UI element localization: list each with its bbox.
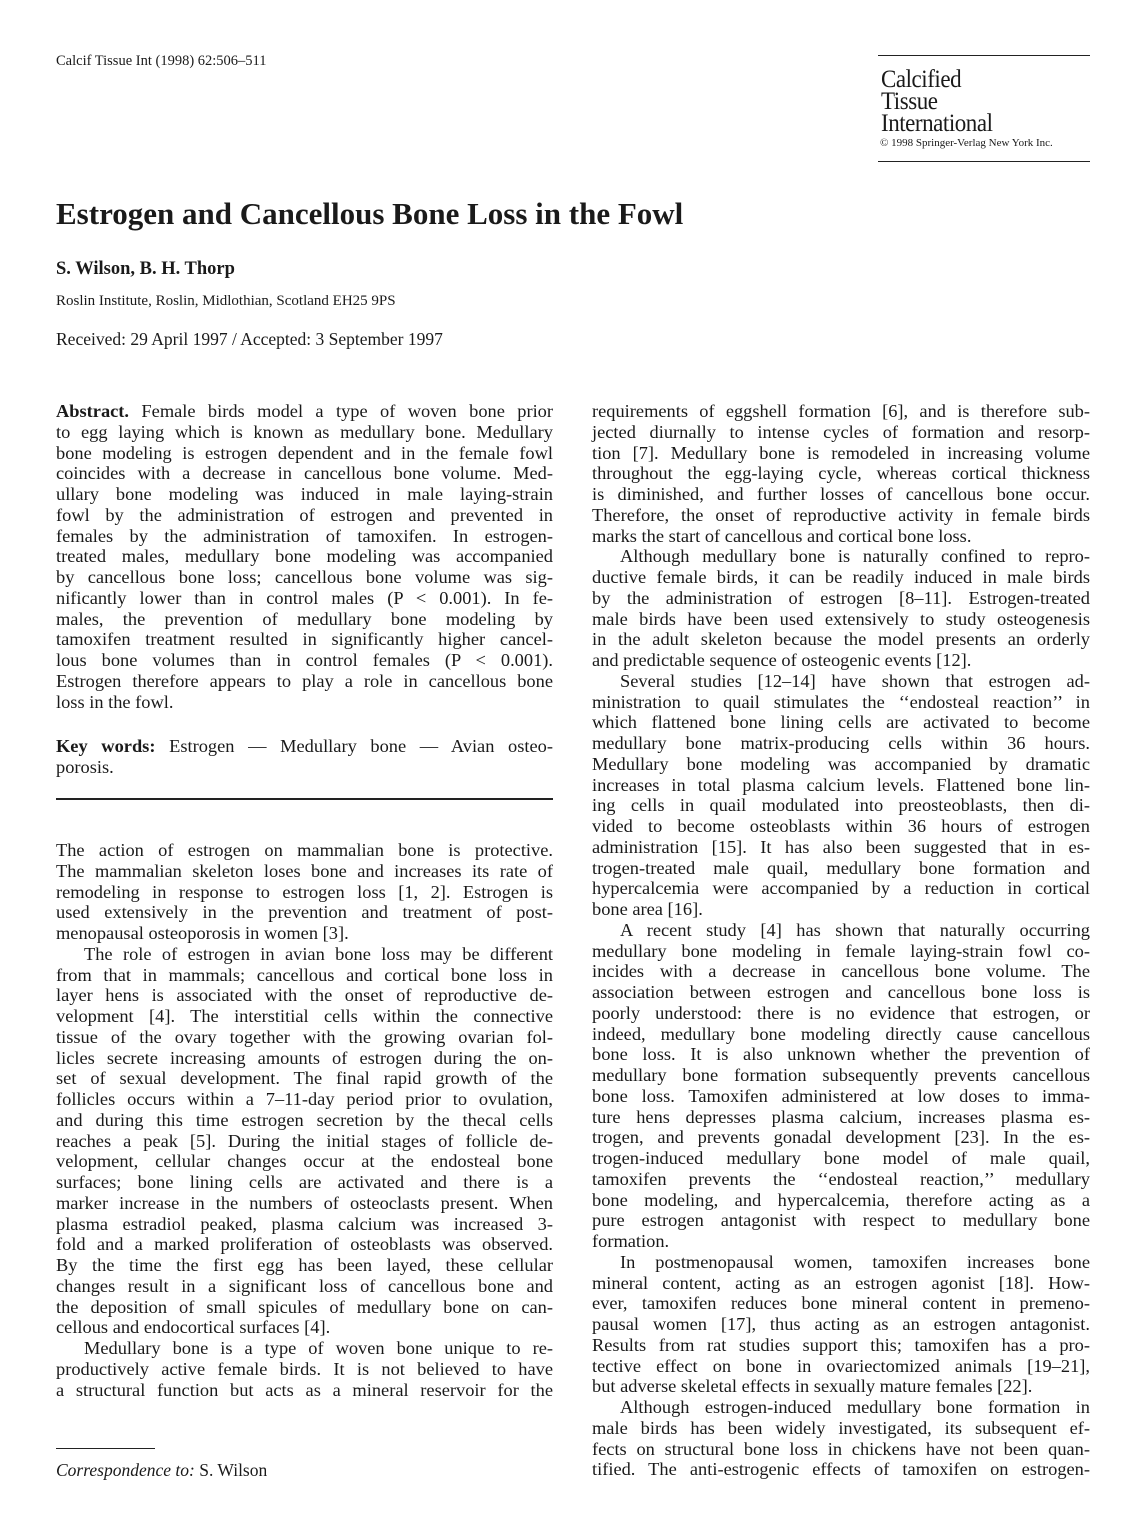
text-line: is diminished, and further losses of cancellous bone occur.	[592, 484, 1090, 504]
text-line: male birds has been widely investigated, its subsequent ef-	[592, 1417, 1090, 1438]
text-line: pausal women [17], thus acting as an estrogen antagonist.	[592, 1314, 1090, 1334]
text-line: fowl by the administration of estrogen and prevented in	[56, 504, 553, 525]
text-line: medullary bone formation subsequently prevents cancellous	[592, 1065, 1090, 1085]
text-line	[56, 401, 553, 422]
text-line: reaches a peak [5]. During the initial stages of follicle de-	[56, 1130, 553, 1151]
text-line: Although medullary bone is naturally confined to repro-	[620, 546, 1090, 567]
text-line: tective effect on bone in ovariectomized animals [19–21],	[592, 1355, 1090, 1376]
paragraph	[56, 840, 553, 944]
text-line: ullary bone modeling was induced in male laying-strain	[56, 484, 553, 504]
text-line: administration [15]. It has also been suggested that in es-	[592, 836, 1090, 857]
text-line: A recent study [4] has shown that naturally occurring	[620, 919, 1090, 940]
received-accepted-dates: Received: 29 April 1997 / Accepted: 3 September 1997	[56, 329, 443, 349]
keywords-text: Estrogen — Medullary bone — Avian osteo-	[155, 736, 553, 756]
text-line: formation.	[592, 1231, 670, 1251]
text-line: trogen, and prevents gonadal development [23]. In the es-	[592, 1127, 1090, 1148]
text-line: bone loss. It is also unknown whether the prevention of	[592, 1044, 1090, 1065]
text-line: treated males, medullary bone modeling was accompanied	[56, 546, 553, 567]
correspondence-footnote	[56, 1460, 267, 1481]
text-line: ing cells in quail modulated into preosteoblasts, then di-	[592, 795, 1090, 816]
text-line: marker increase in the numbers of osteoclasts present. When	[56, 1192, 553, 1213]
paragraph	[592, 671, 1090, 920]
text-line: ture hens depresses plasma calcium, increases plasma es-	[592, 1106, 1090, 1127]
text-line: velopment, cellular changes occur at the endosteal bone	[56, 1151, 553, 1172]
paragraph	[592, 920, 1090, 1252]
text-line: fold and a marked proliferation of osteoblasts was observed.	[56, 1234, 553, 1255]
text-line: marks the start of cancellous and cortical bone loss.	[592, 525, 972, 546]
journal-logo	[878, 55, 1090, 162]
paragraph	[592, 1397, 1090, 1480]
text-line: Medullary bone modeling was accompanied by dramatic	[592, 753, 1090, 774]
text-line: vided to become osteoblasts within 36 hours of estrogen	[592, 816, 1090, 836]
body-column-right	[592, 401, 1090, 1480]
text-line: The mammalian skeleton loses bone and increases its rate of	[56, 860, 553, 881]
text-line: but adverse skeletal effects in sexually mature females [22].	[592, 1376, 1033, 1397]
text-line: tion [7]. Medullary bone is remodeled in increasing volume	[592, 442, 1090, 463]
footnote-divider	[56, 1448, 155, 1449]
text-line: from that in mammals; cancellous and cortical bone loss in	[56, 964, 553, 985]
text-line: Estrogen therefore appears to play a role in cancellous bone	[56, 670, 553, 691]
text-line: hypercalcemia were accompanied by a reduction in cortical	[592, 878, 1090, 899]
text-line: By the time the first egg has been layed, these cellular	[56, 1255, 553, 1275]
text-line: In postmenopausal women, tamoxifen increases bone	[620, 1251, 1090, 1272]
text-line: male birds have been used extensively to study osteogenesis	[592, 608, 1090, 629]
text-line: ductive female birds, it can be readily induced in male birds	[592, 567, 1090, 587]
text-line: velopment [4]. The interstitial cells within the connective	[56, 1006, 553, 1026]
text-line: lous bone volumes than in control females (P < 0.001).	[56, 650, 553, 670]
text-line: bone modeling is estrogen dependent and in the female fowl	[56, 442, 553, 463]
text-line: pure estrogen antagonist with respect to medullary bone	[592, 1210, 1090, 1231]
text-line: licles secrete increasing amounts of estrogen during the on-	[56, 1047, 553, 1068]
divider	[56, 798, 553, 800]
text-line	[56, 736, 553, 757]
text-line: ever, tamoxifen reduces bone mineral content in premeno-	[592, 1293, 1090, 1314]
text-line: association between estrogen and cancellous bone loss is	[592, 982, 1090, 1002]
text-line: Medullary bone is a type of woven bone unique to re-	[84, 1338, 553, 1358]
affiliation: Roslin Institute, Roslin, Midlothian, Scotland EH25 9PS	[56, 293, 396, 309]
text-line: layer hens is associated with the onset of reproductive de-	[56, 985, 553, 1006]
article-title: Estrogen and Cancellous Bone Loss in the Fowl	[56, 196, 684, 231]
correspondence-label: Correspondence to:	[56, 1460, 195, 1480]
text-line: medullary bone modeling in female laying-strain fowl co-	[592, 940, 1090, 961]
text-line: bone area [16].	[592, 899, 703, 919]
text-line: and predictable sequence of osteogenic events [12].	[592, 650, 972, 670]
text-line: tified. The anti-estrogenic effects of tamoxifen on estrogen-	[592, 1459, 1090, 1480]
paragraph	[592, 1252, 1090, 1397]
text-line: poorly understood: there is no evidence that estrogen, or	[592, 1002, 1090, 1023]
paragraph	[56, 944, 553, 1338]
text-line: set of sexual development. The final rapid growth of the	[56, 1068, 553, 1089]
text-line: used extensively in the prevention and treatment of post-	[56, 902, 553, 923]
text-line: bone loss. Tamoxifen administered at low doses to imma-	[592, 1085, 1090, 1106]
keywords-label: Key words:	[56, 736, 156, 756]
logo-word: International	[881, 110, 993, 137]
authors: S. Wilson, B. H. Thorp	[56, 259, 235, 279]
keywords	[56, 736, 553, 778]
logo-word: Tissue	[881, 88, 938, 115]
text-line: productively active female birds. It is not believed to have	[56, 1358, 553, 1379]
copyright: © 1998 Springer-Verlag New York Inc.	[880, 137, 1053, 149]
text-line: incides with a decrease in cancellous bone volume. The	[592, 961, 1090, 982]
text-line: Although estrogen-induced medullary bone formation in	[620, 1397, 1090, 1417]
text-line: by cancellous bone loss; cancellous bone volume was sig-	[56, 567, 553, 587]
text-line: throughout the egg-laying cycle, whereas cortical thickness	[592, 463, 1090, 484]
journal-citation: Calcif Tissue Int (1998) 62:506–511	[56, 53, 267, 69]
text-line: nificantly lower than in control males (P < 0.001). In fe-	[56, 587, 553, 608]
text-line: fects on structural bone loss in chickens have not been quan-	[592, 1438, 1090, 1459]
text-line: remodeling in response to estrogen loss [1, 2]. Estrogen is	[56, 881, 553, 902]
text-line: tamoxifen treatment resulted in significantly higher cancel-	[56, 629, 553, 650]
text-line: The action of estrogen on mammalian bone is protective.	[56, 840, 553, 860]
text-line: by the administration of estrogen [8–11]. Estrogen-treated	[592, 587, 1090, 608]
text-line: and during this time estrogen secretion by the thecal cells	[56, 1109, 553, 1130]
text-line: to egg laying which is known as medullary bone. Medullary	[56, 421, 553, 442]
text-line: bone modeling, and hypercalcemia, therefore acting as a	[592, 1189, 1090, 1210]
text-line: males, the prevention of medullary bone modeling by	[56, 608, 553, 629]
text-line: tissue of the ovary together with the growing ovarian fol-	[56, 1026, 553, 1047]
text-line: the deposition of small spicules of medullary bone on can-	[56, 1296, 553, 1317]
text-line: jected diurnally to intense cycles of formation and resorp-	[592, 421, 1090, 442]
text-line: changes result in a significant loss of cancellous bone and	[56, 1275, 553, 1296]
text-line: plasma estradiol peaked, plasma calcium was increased 3-	[56, 1213, 553, 1234]
text-line: females by the administration of tamoxifen. In estrogen-	[56, 525, 553, 546]
body-column-left	[56, 840, 553, 1400]
text-line: surfaces; bone lining cells are activated and there is a	[56, 1172, 553, 1192]
abstract-text: Female birds model a type of woven bone prior	[129, 401, 553, 421]
text-line: Several studies [12–14] have shown that estrogen ad-	[620, 670, 1090, 691]
text-line: mineral content, acting as an estrogen agonist [18]. How-	[592, 1272, 1090, 1293]
text-line: trogen-induced medullary bone model of male quail,	[592, 1148, 1090, 1168]
text-line: menopausal osteoporosis in women [3].	[56, 923, 349, 943]
text-line: cellous and endocortical surfaces [4].	[56, 1317, 331, 1338]
paragraph	[592, 546, 1090, 671]
paragraph	[56, 1338, 553, 1400]
text-line: trogen-treated male quail, medullary bone formation and	[592, 857, 1090, 878]
correspondence-name: S. Wilson	[194, 1460, 268, 1480]
text-line: coincides with a decrease in cancellous bone volume. Med-	[56, 463, 553, 484]
text-line: The role of estrogen in avian bone loss may be different	[84, 943, 553, 964]
text-line: indeed, medullary bone modeling directly cause cancellous	[592, 1023, 1090, 1044]
text-line: in the adult skeleton because the model presents an orderly	[592, 629, 1090, 650]
text-line: tamoxifen prevents the ‘‘endosteal reaction,’’ medullary	[592, 1168, 1090, 1189]
text-line: loss in the fowl.	[56, 691, 174, 712]
text-line: Results from rat studies support this; tamoxifen has a pro-	[592, 1334, 1090, 1355]
abstract	[56, 401, 553, 712]
text-line: ministration to quail stimulates the ‘‘endosteal reaction’’ in	[592, 691, 1090, 712]
text-line: follicles occurs within a 7–11-day period prior to ovulation,	[56, 1089, 553, 1109]
abstract-label: Abstract.	[56, 401, 130, 421]
text-line: requirements of eggshell formation [6], and is therefore sub-	[592, 401, 1090, 421]
text-line: porosis.	[56, 756, 114, 777]
text-line: medullary bone matrix-producing cells within 36 hours.	[592, 733, 1090, 753]
logo-word: Calcified	[881, 66, 962, 93]
text-line: Therefore, the onset of reproductive activity in female birds	[592, 504, 1090, 525]
text-line: which flattened bone lining cells are activated to become	[592, 712, 1090, 733]
text-line: increases in total plasma calcium levels. Flattened bone lin-	[592, 774, 1090, 795]
text-line: a structural function but acts as a mineral reservoir for the	[56, 1379, 553, 1400]
paragraph	[592, 401, 1090, 546]
